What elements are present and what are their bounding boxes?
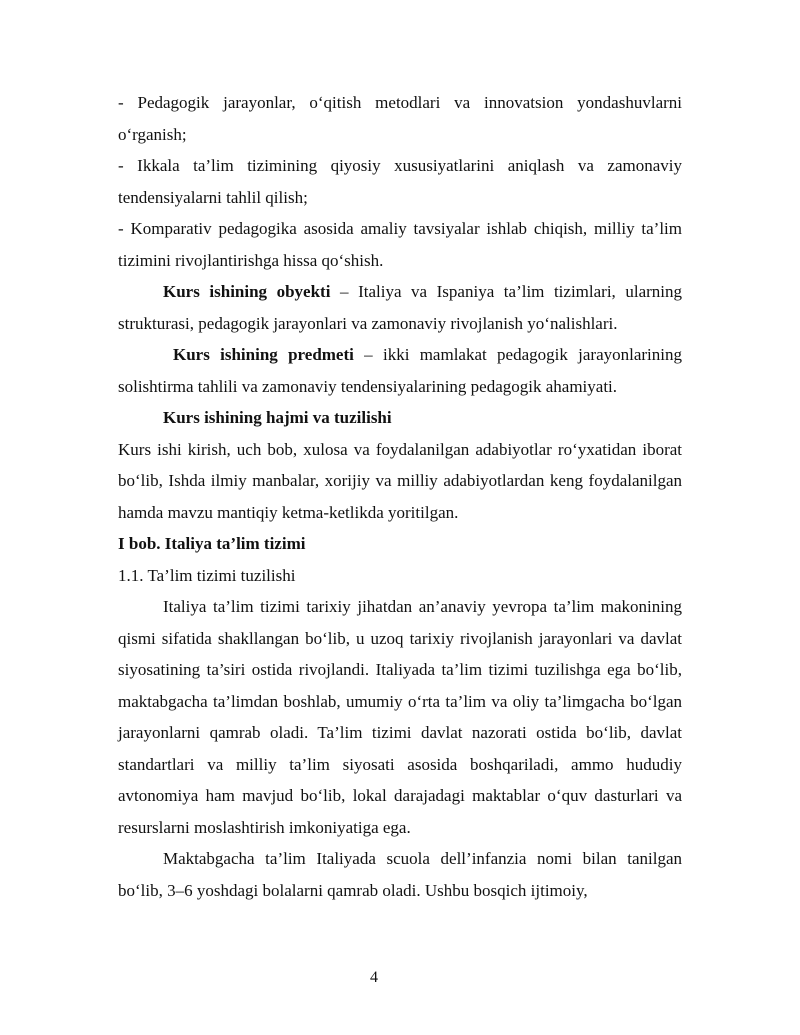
list-item-2: - Ikkala ta’lim tizimining qiyosiy xususiyatlarini aniqlash va zamonaviy tendensiyalarni tahlil qilish; (118, 156, 682, 207)
course-object-label: Kurs ishining obyekti (163, 282, 331, 301)
course-object-paragraph (118, 276, 682, 339)
chapter-title: I bob. Italiya ta’lim tizimi (118, 534, 306, 553)
course-subject-paragraph (118, 339, 682, 402)
course-volume-heading: Kurs ishining hajmi va tuzilishi (163, 408, 392, 427)
course-subject-label: Kurs ishining predmeti (173, 345, 354, 364)
body-paragraph-2: Maktabgacha ta’lim Italiyada scuola dell’infanzia nomi bilan tanilgan bo‘lib, 3–6 yoshdagi bolalarni qamrab oladi. Ushbu bosqich ijtimoiy, (118, 849, 682, 900)
course-subject-text: – ikki mamlakat pedagogik jarayonlarining solishtirma tahlili va zamonaviy tendensiyalarining pedagogik ahamiyati. (118, 345, 682, 396)
section-title: 1.1. Ta’lim tizimi tuzilishi (118, 565, 296, 585)
course-object-text: – Italiya va Ispaniya ta’lim tizimlari, ularning strukturasi, pedagogik jarayonlari va zamonaviy rivojlanish yo‘nalishlari. (118, 282, 683, 333)
body-paragraph-1: Italiya ta’lim tizimi tarixiy jihatdan an’anaviy yevropa ta’lim makonining qismi sifatida shakllangan bo‘lib, u uzoq tarixiy rivojlanish jarayonlari va davlat siyosatining ta’siri ostida rivojlandi. Italiyada ta’lim tizimi tuzilishga ega bo‘lib, maktabgacha ta’limdan boshlab, umumiy o‘rta ta’lim va oliy ta’limgacha bo‘lgan jarayonlarni qamrab oladi. Ta’lim tizimi davlat nazorati ostida bo‘lib, davlat standartlari va milliy ta’lim siyosati asosida boshqariladi, ammo hududiy avtonomiya ham mavjud bo‘lib, lokal darajadagi maktablar o‘quv dasturlari va resurslarni moslashtirish imkoniyatiga ega. (118, 597, 682, 837)
list-item-1: - Pedagogik jarayonlar, o‘qitish metodlari va innovatsion yondashuvlarni o‘rganish; (118, 93, 682, 144)
course-volume-text: Kurs ishi kirish, uch bob, xulosa va foydalanilgan adabiyotlar ro‘yxatidan iborat bo‘lib, Ishda ilmiy manbalar, xorijiy va milliy adabiyotlardan keng foydalanilgan hamda mavzu mantiqiy ketma-ketlikda yoritilgan. (118, 439, 682, 522)
list-item-3: - Komparativ pedagogika asosida amaliy tavsiyalar ishlab chiqish, milliy ta’lim tizimini rivojlantirishga hissa qo‘shish. (118, 219, 682, 270)
document-page (118, 87, 682, 906)
page-number: 4 (370, 969, 378, 986)
